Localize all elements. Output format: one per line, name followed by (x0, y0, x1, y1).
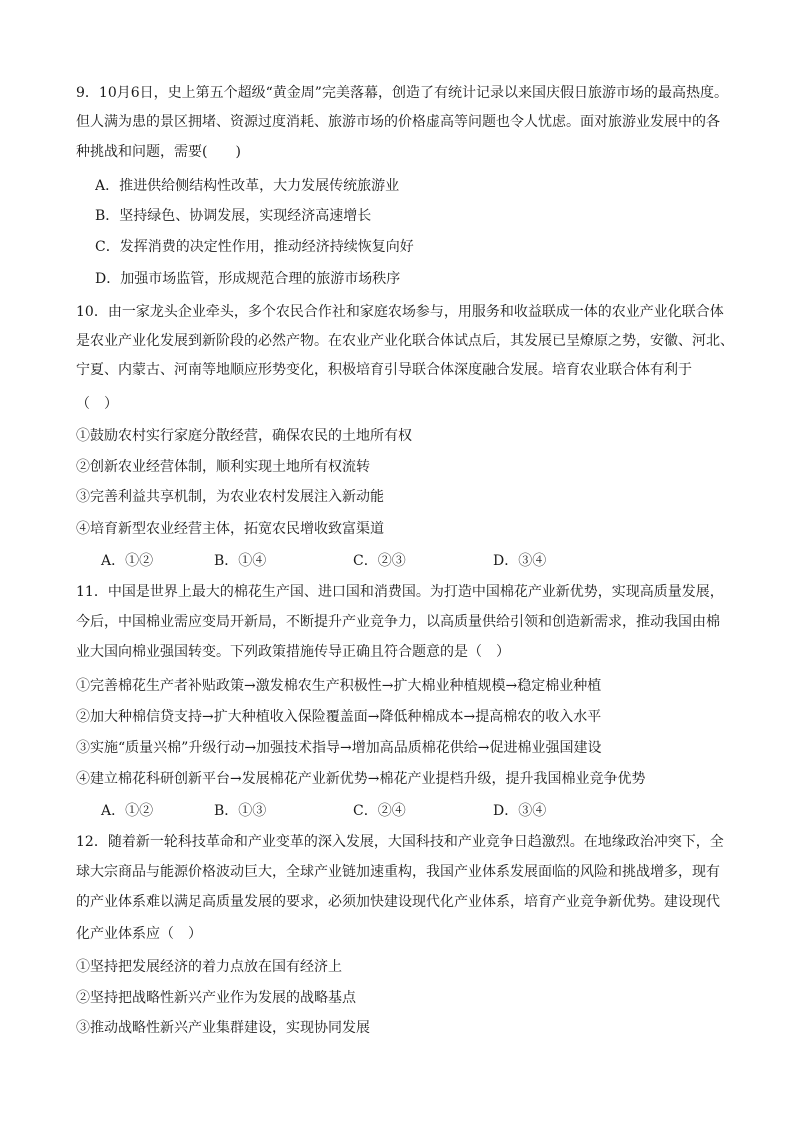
question-11-stem-line-3: 业大国向棉业强国转变。下列政策措施传导正确且符合题意的是（ ） (76, 644, 510, 660)
question-12-statement-1: ①坚持把发展经济的着力点放在国有经济上 (76, 959, 342, 975)
question-9-option-d: D．加强市场监管，形成规范合理的旅游市场秩序 (95, 271, 401, 287)
question-10-choice-a: A．①② (101, 553, 154, 569)
question-9-stem-line-2: 但人满为患的景区拥堵、资源过度消耗、旅游市场的价格虚高等问题也令人忧虑。面对旅游业发展中的各 (76, 114, 720, 130)
question-10-stem-line-1: 10．由一家龙头企业牵头，多个农民合作社和家庭农场参与，用服务和收益联成一体的农业产业化联合体 (76, 304, 724, 320)
question-11-stem-line-1: 11．中国是世界上最大的棉花生产国、进口国和消费国。为打造中国棉花产业新优势，实现高质量发展， (76, 584, 724, 600)
question-10-statement-1: ①鼓励农村实行家庭分散经营，确保农民的土地所有权 (76, 428, 412, 444)
question-11-statement-2: ②加大种棉信贷支持→扩大种植收入保险覆盖面→降低种棉成本→提高棉农的收入水平 (76, 709, 602, 725)
question-10-stem-line-4: （ ） (76, 396, 118, 412)
question-10-stem-line-2: 是农业产业化发展到新阶段的必然产物。在农业产业化联合体试点后，其发展已呈燎原之势，安徽、河北、 (76, 333, 734, 349)
question-12-stem-line-2: 球大宗商品与能源价格波动巨大，全球产业链加速重构，我国产业体系发展面临的风险和挑战增多，现有 (76, 864, 720, 880)
question-12-stem-line-1: 12．随着新一轮科技革命和产业变革的深入发展，大国科技和产业竞争日趋激烈。在地缘政治冲突下，全 (76, 834, 724, 850)
question-9-stem-line-3: 种挑战和问题，需要( ) (76, 144, 241, 160)
question-11-choice-c: C．②④ (353, 803, 406, 819)
question-12-statement-3: ③推动战略性新兴产业集群建设，实现协同发展 (76, 1020, 370, 1036)
question-10-stem-line-3: 宁夏、内蒙古、河南等地顺应形势变化，积极培育引导联合体深度融合发展。培育农业联合体有利于 (76, 362, 692, 378)
question-11-choice-b: B．①③ (214, 803, 267, 819)
question-9-stem-line-1: 9．10月6日，史上第五个超级“黄金周”完美落幕，创造了有统计记录以来国庆假日旅游市场的最高热度。 (76, 85, 728, 101)
question-9-option-b: B．坚持绿色、协调发展，实现经济高速增长 (95, 208, 372, 224)
question-10-choice-b: B．①④ (214, 553, 267, 569)
question-9-option-a: A．推进供给侧结构性改革，大力发展传统旅游业 (95, 178, 400, 194)
question-10-choice-c: C．②③ (353, 553, 406, 569)
question-10-statement-4: ④培育新型农业经营主体，拓宽农民增收致富渠道 (76, 521, 384, 537)
question-11-statement-1: ①完善棉花生产者补贴政策→激发棉农生产积极性→扩大棉业种植规模→稳定棉业种植 (76, 678, 602, 694)
question-11-choice-a: A．①② (101, 803, 154, 819)
question-11-choice-d: D．③④ (493, 803, 547, 819)
question-11-statement-4: ④建立棉花科研创新平台→发展棉花产业新优势→棉花产业提档升级，提升我国棉业竞争优势 (76, 771, 646, 787)
question-12-stem-line-4: 化产业体系应（ ） (76, 926, 202, 942)
question-10-statement-3: ③完善利益共享机制，为农业农村发展注入新动能 (76, 489, 384, 505)
question-11-statement-3: ③实施“质量兴棉”升级行动→加强技术指导→增加高品质棉花供给→促进棉业强国建设 (76, 740, 602, 756)
question-9-option-c: C．发挥消费的决定性作用，推动经济持续恢复向好 (95, 239, 414, 255)
question-11-stem-line-2: 今后，中国棉业需应变局开新局，不断提升产业竞争力，以高质量供给引领和创造新需求，推动我国由棉 (76, 614, 720, 630)
question-12-stem-line-3: 的产业体系难以满足高质量发展的要求，必须加快建设现代化产业体系，培育产业竞争新优势。建设现代 (76, 894, 720, 910)
question-10-choice-d: D．③④ (493, 553, 547, 569)
question-12-statement-2: ②坚持把战略性新兴产业作为发展的战略基点 (76, 990, 356, 1006)
question-10-statement-2: ②创新农业经营体制，顺利实现土地所有权流转 (76, 459, 370, 475)
